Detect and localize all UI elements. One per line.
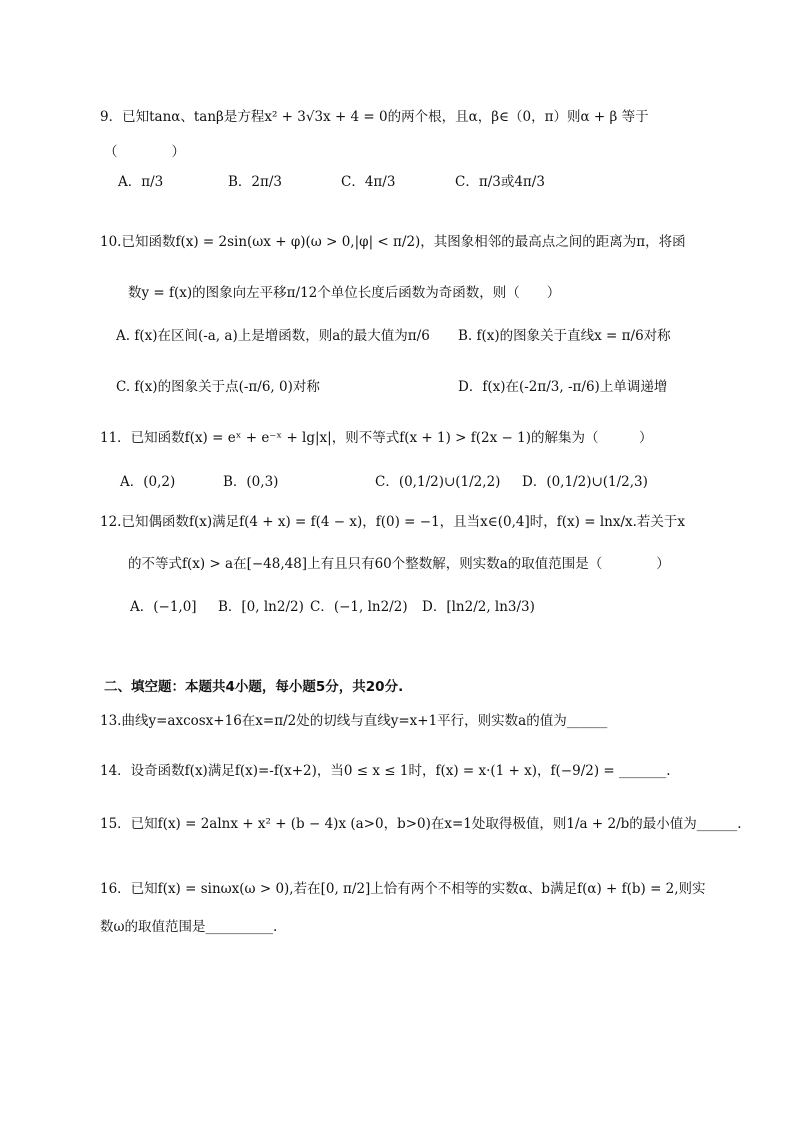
q11-option-b: B．(0,3) [223, 474, 279, 490]
q9-option-d: C．π/3或4π/3 [455, 174, 545, 190]
q11-option-d: D．(0,1/2)∪(1/2,3) [522, 474, 648, 490]
q11-option-c: C．(0,1/2)∪(1/2,2) [375, 474, 501, 490]
question-9-line: 9．已知tanα、tanβ是方程x² + 3√3x + 4 = 0的两个根，且α，β∈（0，π）则α + β 等于 [100, 109, 649, 125]
question-10-option-c: C. f(x)的图象关于点(-π/6, 0)对称 [116, 379, 320, 395]
q12-option-a: A．(−1,0] [130, 599, 197, 615]
question-14-line: 14．设奇函数f(x)满足f(x)=-f(x+2)，当0 ≤ x ≤ 1时，f(x) = x·(1 + x)，f(−9/2) = _______. [100, 763, 671, 779]
question-12-line1: 12.已知偶函数f(x)满足f(4 + x) = f(4 − x)，f(0) = −1，且当x∈(0,4]时，f(x) = lnx/x.若关于x [100, 514, 686, 530]
question-10-line2: 数y = f(x)的图象向左平移π/12个单位长度后函数为奇函数，则（ ） [128, 285, 561, 301]
q12-option-d: D．[ln2/2, ln3/3) [422, 599, 535, 615]
q9-option-c: C．4π/3 [341, 174, 396, 190]
question-16-line2: 数ω的取值范围是__________. [100, 919, 278, 935]
question-12-line2: 的不等式f(x) > a在[−48,48]上有且只有60个整数解，则实数a的取值范围是（ ） [128, 556, 670, 572]
question-15-line: 15．已知f(x) = 2alnx + x² + (b − 4)x (a>0，b>0)在x=1处取得极值，则1/a + 2/b的最小值为______. [100, 816, 742, 832]
q9-option-b: B．2π/3 [228, 174, 283, 190]
question-9-paren: （ ） [104, 144, 185, 160]
question-13-line: 13.曲线y=axcosx+16在x=π/2处的切线与直线y=x+1平行，则实数a的值为______ [100, 713, 608, 729]
q12-option-c: C．(−1, ln2/2) [310, 599, 408, 615]
question-11-line: 11．已知函数f(x) = eˣ + e⁻ˣ + lg|x|，则不等式f(x + 1) > f(2x − 1)的解集为（ ） [100, 430, 653, 446]
question-16-line1: 16．已知f(x) = sinωx(ω > 0),若在[0, π/2]上恰有两个不相等的实数α、b满足f(α) + f(b) = 2,则实 [100, 881, 706, 897]
question-10-option-a: A. f(x)在区间(-a, a)上是增函数，则a的最大值为π/6 [116, 328, 430, 344]
question-10-line1: 10.已知函数f(x) = 2sin(ωx + φ)(ω > 0,|φ| < π/2)，其图象相邻的最高点之间的距离为π，将函 [100, 234, 686, 250]
q9-option-a: A．π/3 [118, 174, 164, 190]
q11-option-a: A．(0,2) [120, 474, 176, 490]
q12-option-b: B．[0, ln2/2) [218, 599, 304, 615]
question-10-option-d: D．f(x)在(-2π/3, -π/6)上单调递增 [458, 379, 668, 395]
question-10-option-b: B. f(x)的图象关于直线x = π/6对称 [458, 328, 671, 344]
section-2-heading: 二、填空题：本题共4小题，每小题5分，共20分. [104, 679, 404, 695]
